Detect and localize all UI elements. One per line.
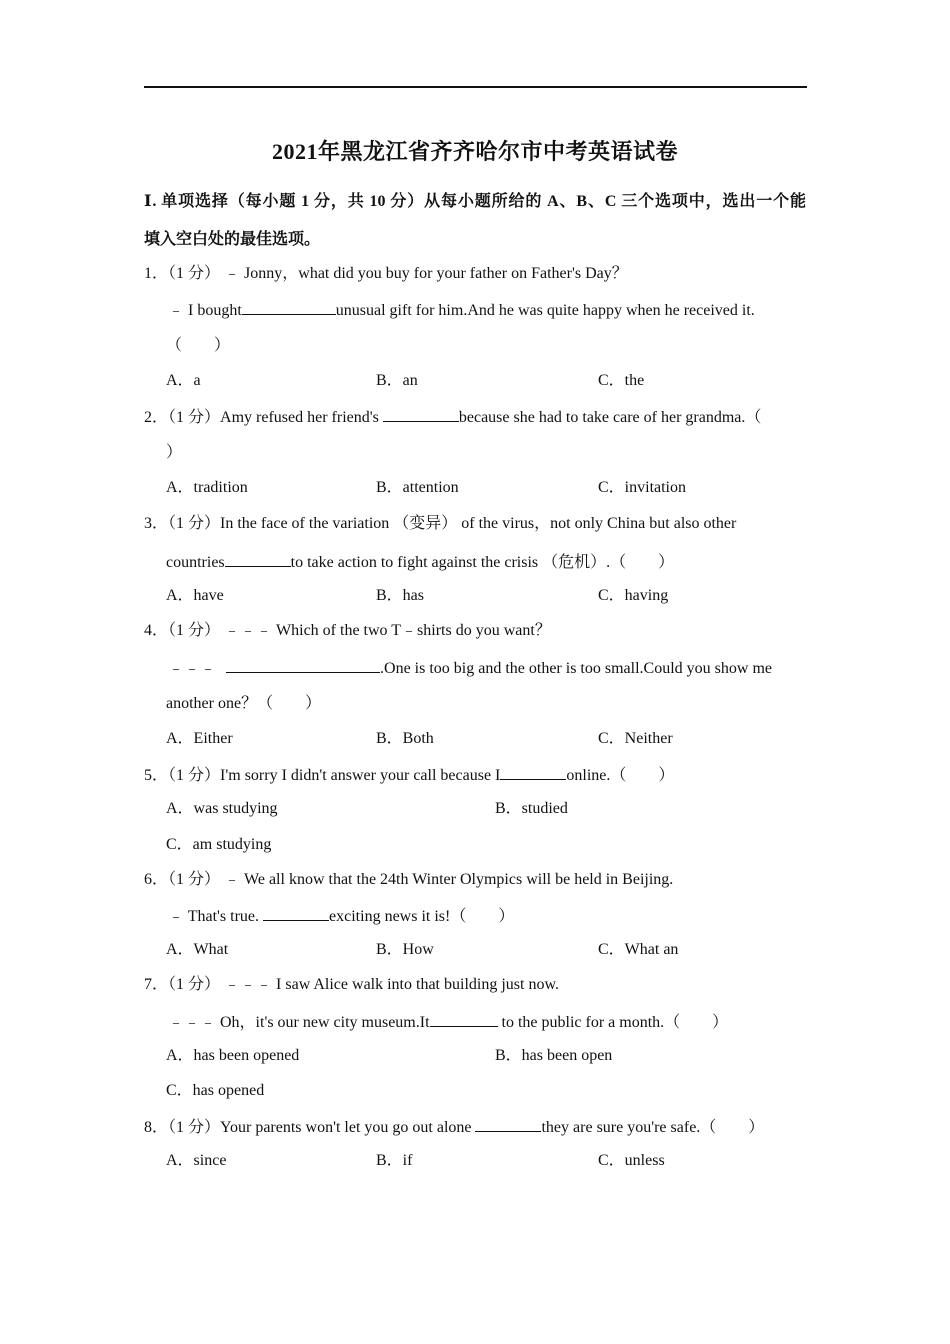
question-8-line1 <box>144 1116 764 1138</box>
question-1-line3: （ ） <box>166 337 231 354</box>
option-a: A．a <box>166 372 201 389</box>
question-text: exciting news it is!（ ） <box>329 908 515 925</box>
answer-blank <box>430 1011 498 1027</box>
question-number: 3． <box>144 515 169 532</box>
question-score: （1 分） <box>168 767 221 784</box>
question-1-line2 <box>168 299 806 321</box>
answer-blank <box>225 551 291 567</box>
question-number: 8． <box>144 1119 169 1136</box>
question-number: 4． <box>144 622 169 639</box>
question-text: ﹣﹣﹣ I saw Alice walk into that building just now. <box>224 976 559 993</box>
page-title: 2021年黑龙江省齐齐哈尔市中考英语试卷 <box>271 139 678 164</box>
option-b: B．has <box>376 587 425 604</box>
option-b: B．attention <box>376 479 459 496</box>
option-a: A．was studying <box>166 800 278 817</box>
question-text: ﹣﹣﹣ <box>168 660 221 677</box>
question-score: （1 分） <box>168 871 221 888</box>
question-score: （1 分） <box>168 409 221 426</box>
question-6-line2 <box>168 905 514 927</box>
question-text: countries <box>166 554 225 571</box>
question-text: ﹣ We all know that the 24th Winter Olympics will be held in Beijing. <box>224 871 674 888</box>
question-score: （1 分） <box>168 265 221 282</box>
answer-blank <box>263 905 329 921</box>
question-number: 7． <box>144 976 169 993</box>
question-score: （1 分） <box>168 976 221 993</box>
question-7-line1 <box>144 975 559 995</box>
question-text: because she had to take care of her grandma.（ <box>458 409 762 426</box>
option-b: B．How <box>376 941 434 958</box>
question-text: In the face of the variation （变异） of the virus，not only China but also other <box>220 515 737 532</box>
option-c: C．What an <box>598 941 679 958</box>
option-c: C．has opened <box>166 1082 265 1099</box>
question-text: to the public for a month.（ ） <box>497 1014 729 1031</box>
question-text: unusual gift for him.And he was quite happy when he received it. <box>335 302 755 319</box>
question-6-line1 <box>144 870 673 890</box>
option-a: A．have <box>166 587 224 604</box>
question-score: （1 分） <box>168 1119 221 1136</box>
option-b: B．studied <box>495 800 568 817</box>
answer-blank <box>242 299 336 315</box>
question-4-line3: another one？（ ） <box>166 695 322 712</box>
option-c: C．having <box>598 587 669 604</box>
answer-blank <box>383 406 459 422</box>
question-7-line2 <box>168 1011 728 1033</box>
question-text: they are sure you're safe.（ ） <box>541 1119 765 1136</box>
question-score: （1 分） <box>168 515 221 532</box>
question-text: .One is too big and the other is too small.Could you show me <box>380 660 772 677</box>
question-number: 2． <box>144 409 169 426</box>
question-text: ﹣﹣﹣ Oh，it's our new city museum.It <box>168 1014 430 1031</box>
option-b: B．Both <box>376 730 434 747</box>
option-c: C．Neither <box>598 730 673 747</box>
option-a: A．What <box>166 941 229 958</box>
option-a: A．has been opened <box>166 1047 300 1064</box>
question-number: 1． <box>144 265 169 282</box>
option-a: A．Either <box>166 730 233 747</box>
question-4-line2 <box>168 657 772 679</box>
section-instruction-line1: Ⅰ. 单项选择（每小题 1 分，共 10 分）从每小题所给的 A、B、C 三个选项中，选出一个能 <box>144 193 806 210</box>
question-text: online.（ ） <box>566 767 675 784</box>
question-text: ﹣ I bought <box>168 302 242 319</box>
question-5-line1 <box>144 764 674 786</box>
header-rule <box>144 86 807 88</box>
answer-blank <box>500 764 566 780</box>
question-text: ﹣﹣﹣ Which of the two T﹣shirts do you want？ <box>224 622 551 639</box>
question-number: 5． <box>144 767 169 784</box>
option-c: C．the <box>598 372 645 389</box>
question-text: Your parents won't let you go out alone <box>220 1119 476 1136</box>
option-a: A．tradition <box>166 479 248 496</box>
question-4-line1 <box>144 621 551 641</box>
question-1-line1 <box>144 264 628 284</box>
question-3-line2 <box>166 551 674 573</box>
option-c: C．invitation <box>598 479 687 496</box>
question-3-line1 <box>144 514 736 534</box>
question-number: 6． <box>144 871 169 888</box>
question-2-line1 <box>144 406 761 428</box>
section-instruction-line2: 填入空白处的最佳选项。 <box>144 231 321 248</box>
option-c: C．unless <box>598 1152 665 1169</box>
option-c: C．am studying <box>166 836 272 853</box>
question-score: （1 分） <box>168 622 221 639</box>
option-b: B．an <box>376 372 418 389</box>
question-text: Amy refused her friend's <box>220 409 383 426</box>
question-text: ﹣ Jonny，what did you buy for your father on Father's Day？ <box>224 265 628 282</box>
question-text: I'm sorry I didn't answer your call because I <box>220 767 501 784</box>
question-text: to take action to fight against the crisis （危机）.（ ） <box>290 554 675 571</box>
answer-blank <box>475 1116 541 1132</box>
option-b: B．has been open <box>495 1047 613 1064</box>
option-a: A．since <box>166 1152 227 1169</box>
question-text: ﹣ That's true. <box>168 908 264 925</box>
answer-blank <box>226 657 380 673</box>
question-2-line2: ） <box>166 444 183 461</box>
option-b: B．if <box>376 1152 413 1169</box>
